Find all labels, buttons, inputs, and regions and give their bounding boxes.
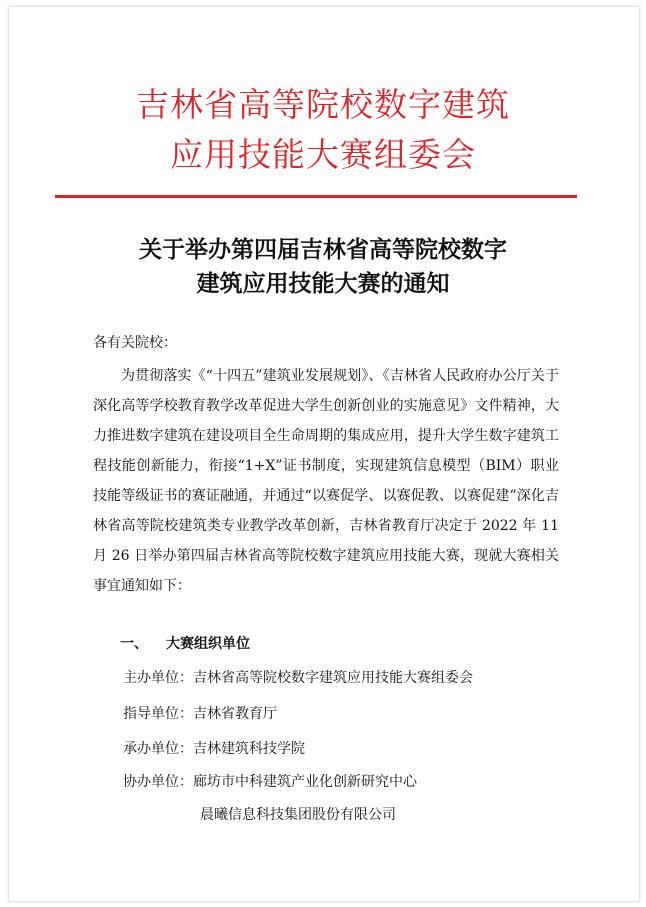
section-number: 一、 [120,636,148,652]
org-label: 协办单位： [123,774,193,790]
document-title [0,233,646,301]
org-value: 廊坊市中科建筑产业化创新研究中心 [193,774,417,790]
org-row-coorganizer-2: 晨曦信息科技集团股份有限公司 [200,807,396,823]
title-line-1: 关于举办第四届吉林省高等院校数字 [139,237,507,263]
org-label: 指导单位： [123,706,193,722]
org-row-host [123,664,473,692]
org-label: 承办单位： [123,741,193,757]
red-divider [55,195,577,198]
body-paragraph: 为贯彻落实《“十四五”建筑业发展规划》、《吉林省人民政府办公厅关于深化高等学校教育教学改革促进大学生创新创业的实施意见》文件精神，大力推进数字建筑在建设项目全生命周期的集成应用，提升大学生数字建筑工程技能创新能力，衔接“1+X”证书制度，实现建筑信息模型（BIM）职业技能等级证书的赛证融通，并通过“以赛促学、以赛促教、以赛促建”深化吉林省高等院校建筑类专业教学改革创新，吉林省教育厅决定于 2022 年 11 月 26 日举办第四届吉林省高等院校数字建筑应用技能大赛，现就大赛相关事宜通知如下： [93,368,559,594]
letterhead-line-1: 吉林省高等院校数字建筑 [136,85,510,124]
org-value: 吉林省教育厅 [193,706,277,722]
org-row-guide [123,700,277,728]
org-label: 主办单位： [123,670,193,686]
org-row-organizer [123,735,305,763]
section-heading [120,630,250,658]
org-value: 吉林建筑科技学院 [193,741,305,757]
section-title: 大赛组织单位 [166,636,250,652]
letterhead [0,80,646,180]
org-row-coorganizer [123,768,417,796]
letterhead-line-2: 应用技能大赛组委会 [170,135,476,174]
salutation: 各有关院校： [93,335,177,351]
org-value: 吉林省高等院校数字建筑应用技能大赛组委会 [193,670,473,686]
title-line-2: 建筑应用技能大赛的通知 [196,271,450,297]
